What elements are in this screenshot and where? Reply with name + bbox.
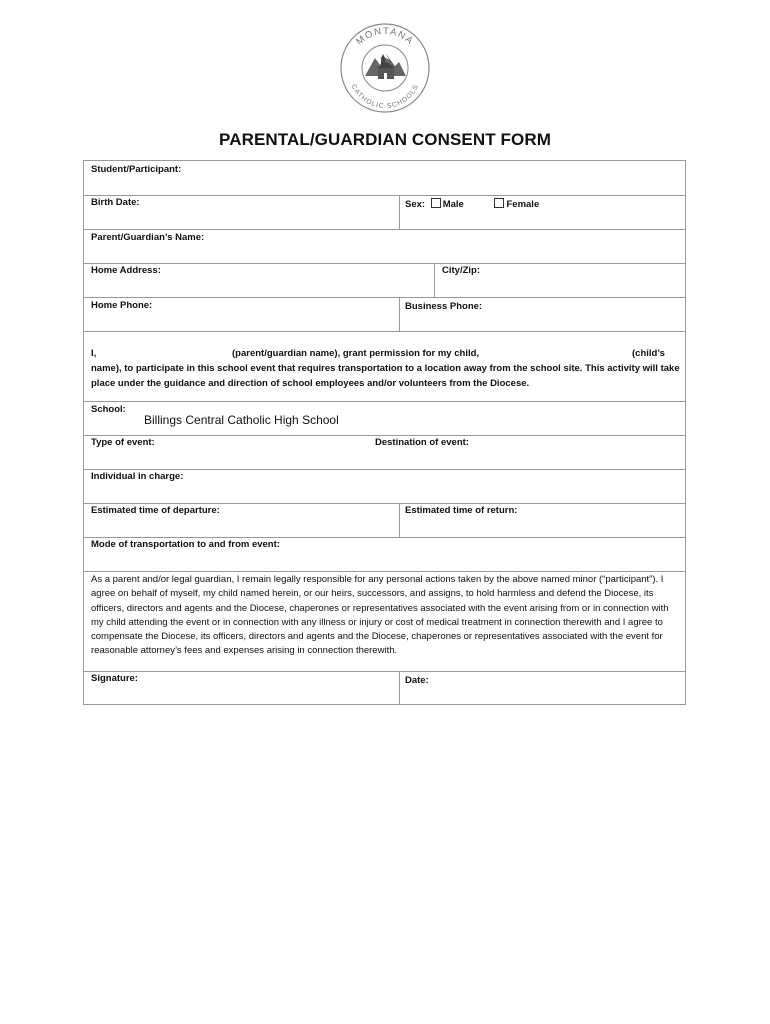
row-divider	[84, 503, 685, 504]
school-value[interactable]: Billings Central Catholic High School	[144, 413, 339, 427]
liability-paragraph: As a parent and/or legal guardian, I remain legally responsible for any personal actions taken by the above named minor (“participant”). I agree on behalf of myself, my child named herein, or our heirs, successors, and assigns, to hold harmless and defend the Diocese, its officers, directors and agents and the Diocese, chaperones or representatives associated with the event arising from or in connection with my child attending the event or in connection with any illness or injury or cost of medical treatment in connection therewith and I agree to compensate the Diocese, its officers, directors and agents and the Diocese, chaperones or representatives associated with the event for reasonable attorney’s fees and expenses arising in connection therewith.	[91, 574, 669, 657]
row-divider	[84, 671, 685, 672]
transportation-label: Mode of transportation to and from event:	[91, 539, 280, 550]
male-label: Male	[442, 199, 464, 210]
home-phone-label: Home Phone:	[91, 300, 153, 311]
sex-group	[405, 198, 539, 210]
row-divider	[84, 435, 685, 436]
row-divider	[84, 195, 685, 196]
student-participant-label: Student/Participant:	[91, 164, 182, 175]
row-divider	[84, 469, 685, 470]
col-divider	[434, 263, 435, 297]
sex-label: Sex:	[405, 199, 426, 210]
col-divider	[399, 503, 400, 537]
parent-guardian-name-label: Parent/Guardian’s Name:	[91, 232, 205, 243]
signature-label: Signature:	[91, 673, 138, 684]
page-title: PARENTAL/GUARDIAN CONSENT FORM	[219, 130, 551, 149]
individual-in-charge-label: Individual in charge:	[91, 471, 184, 482]
permission-paragraph: name), to participate in this school event that requires transportation to a location away from the school site. This activity will take place under the guidance and direction of school employees and/or volunteers from the Diocese.	[91, 363, 680, 389]
logo-top-text: MONTANA	[354, 25, 416, 48]
permission-parent-hint: (parent/guardian name), grant permission for my child,	[232, 348, 480, 359]
home-address-label: Home Address:	[91, 265, 161, 276]
female-label: Female	[506, 199, 540, 210]
row-divider	[84, 229, 685, 230]
montana-catholic-schools-logo	[339, 22, 431, 114]
permission-child-hint: (child’s	[632, 348, 665, 359]
departure-label: Estimated time of departure:	[91, 505, 220, 516]
business-phone-label: Business Phone:	[405, 301, 483, 312]
row-divider	[84, 263, 685, 264]
row-divider	[84, 571, 685, 572]
col-divider	[399, 297, 400, 331]
col-divider	[399, 195, 400, 229]
logo-bottom-text: CATHOLIC SCHOOLS	[349, 83, 421, 111]
school-label: School:	[91, 404, 126, 415]
return-label: Estimated time of return:	[405, 505, 518, 516]
birth-date-label: Birth Date:	[91, 197, 140, 208]
male-checkbox[interactable]	[431, 198, 441, 208]
city-zip-label: City/Zip:	[442, 265, 480, 276]
consent-form-table	[83, 160, 686, 705]
female-checkbox[interactable]	[494, 198, 504, 208]
row-divider	[84, 401, 685, 402]
row-divider	[84, 331, 685, 332]
permission-i: I,	[91, 348, 97, 359]
date-label: Date:	[405, 675, 429, 686]
col-divider	[399, 671, 400, 705]
row-divider	[84, 537, 685, 538]
destination-label: Destination of event:	[375, 437, 469, 448]
type-of-event-label: Type of event:	[91, 437, 155, 448]
row-divider	[84, 297, 685, 298]
